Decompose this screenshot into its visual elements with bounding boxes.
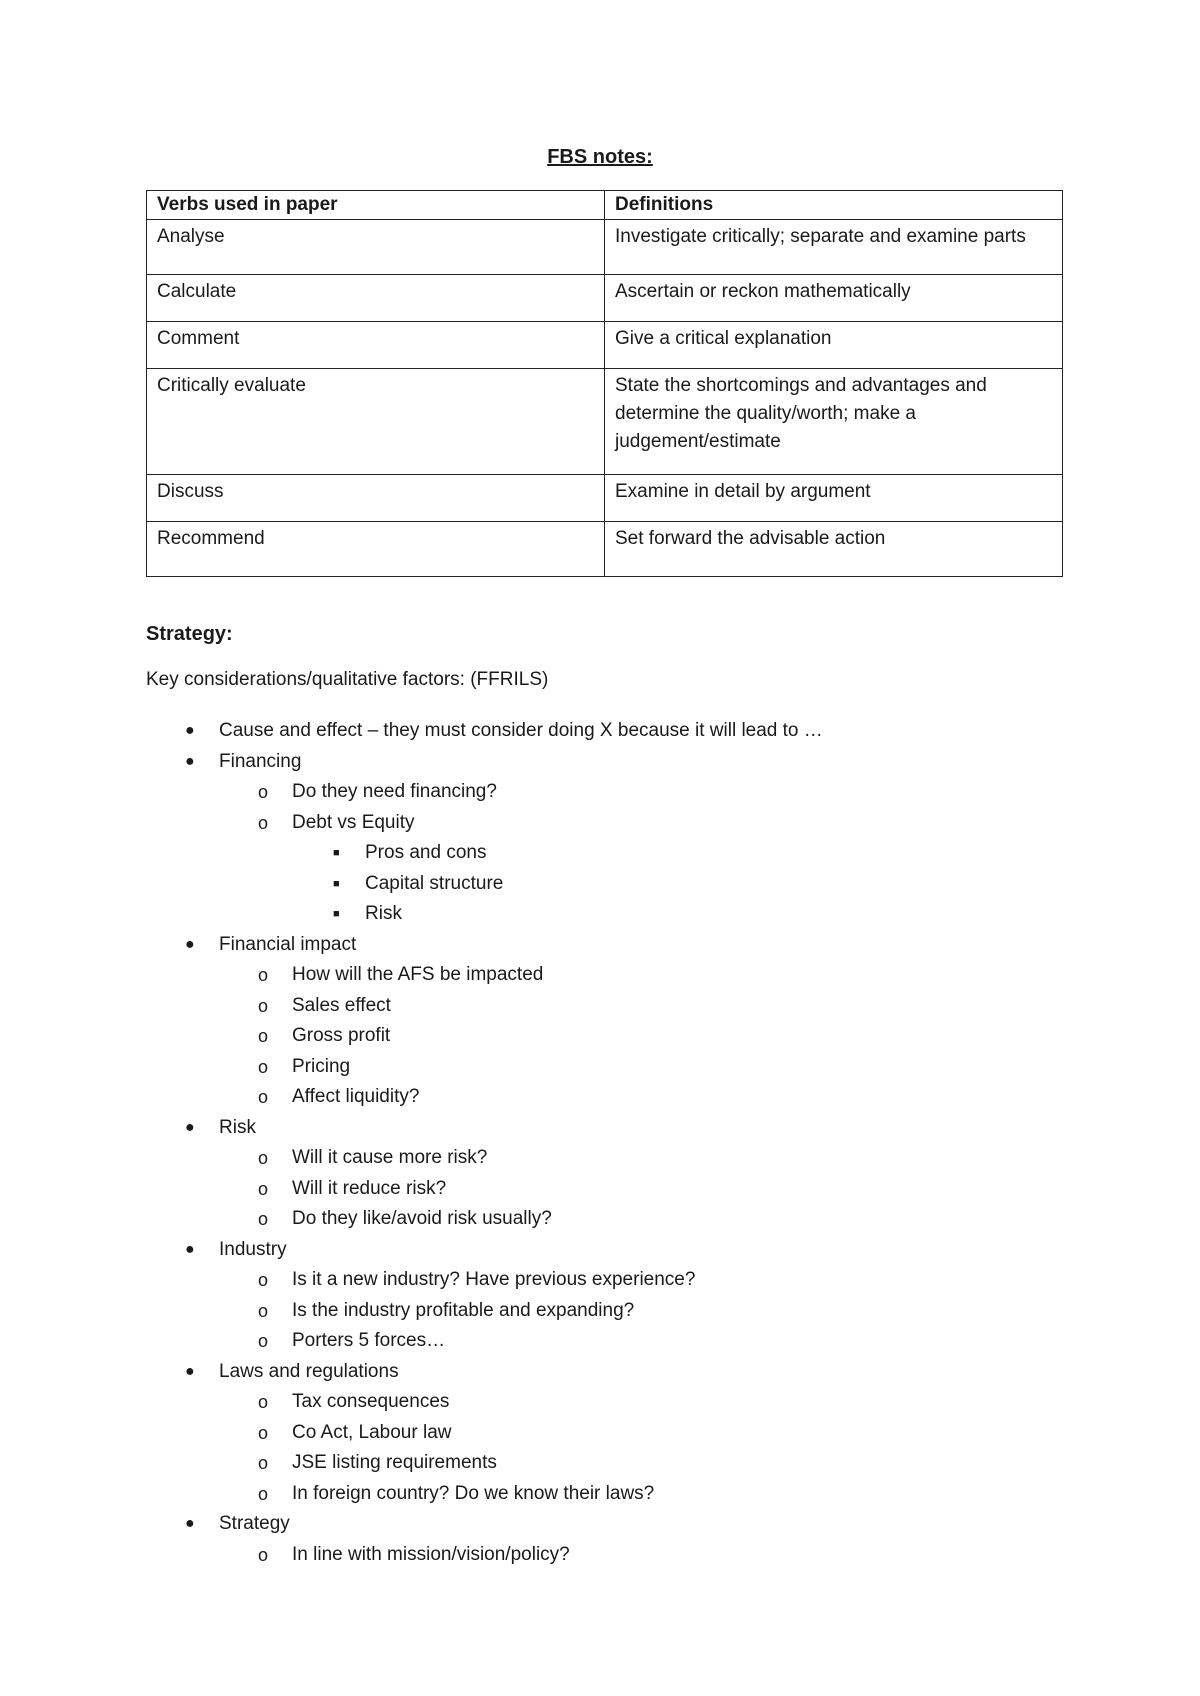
list-item [0,1082,1200,1113]
list-item-text: Financial impact [219,933,357,955]
list-item-text: Do they need financing? [292,781,497,802]
bullet-marker-icon: o [258,1056,269,1077]
list-item-text: Laws and regulations [219,1360,399,1382]
bullet-marker-icon: o [258,1270,269,1290]
bullet-marker-icon: ■ [333,877,340,890]
list-item-text: Sales effect [292,994,391,1016]
list-item [0,1174,1200,1205]
list-item [0,1509,1200,1540]
bullet-marker-icon: o [258,1422,269,1443]
bullet-marker-icon: o [258,1453,269,1473]
list-item-text: Gross profit [292,1025,391,1046]
bullet-marker-icon: ● [185,1515,195,1532]
bullet-marker-icon: ● [185,935,195,953]
list-item-text: How will the AFS be impacted [292,964,544,985]
list-item [0,1052,1200,1083]
bullet-marker-icon: o [258,1087,269,1107]
list-item [0,1265,1200,1296]
table-header-row [147,191,1063,220]
list-item [0,1143,1200,1174]
bullet-marker-icon: ■ [333,847,340,859]
bullet-marker-icon: o [258,1300,269,1321]
list-item [0,1021,1200,1052]
list-item [0,1357,1200,1388]
bullet-marker-icon: o [258,1331,269,1351]
list-item-text: Will it cause more risk? [292,1147,488,1168]
list-item-text: Strategy [219,1513,290,1534]
bullet-marker-icon: o [258,995,269,1016]
table-row [147,322,1063,369]
list-item-text: Will it reduce risk? [292,1177,447,1199]
list-item [0,930,1200,961]
list-item-text: Cause and effect – they must consider doing X because it will lead to … [219,720,823,741]
list-item-text: Affect liquidity? [292,1086,420,1107]
list-item [0,747,1200,778]
list-item [0,1479,1200,1510]
verb-cell: Recommend [147,522,605,577]
header-verbs: Verbs used in paper [147,191,605,220]
definition-cell: Set forward the advisable action [605,522,1063,577]
list-item-text: Do they like/avoid risk usually? [292,1208,552,1229]
list-item-text: Tax consequences [292,1391,450,1412]
bullet-marker-icon: ● [185,1240,195,1258]
list-item [0,1235,1200,1266]
list-item-text: Pros and cons [365,842,487,863]
table-row [147,220,1063,275]
list-item [0,777,1200,808]
table-row [147,275,1063,322]
list-item-text: Industry [219,1238,287,1260]
list-item-text: Risk [365,903,402,924]
list-item-text: Is the industry profitable and expanding? [292,1299,635,1321]
definition-cell: Give a critical explanation [605,322,1063,369]
verb-cell: Critically evaluate [147,369,605,475]
bullet-marker-icon: o [258,1392,269,1412]
bullet-marker-icon: o [258,1026,269,1046]
bullet-marker-icon: ● [185,1118,195,1136]
definition-cell: Ascertain or reckon mathematically [605,275,1063,322]
list-item [0,1448,1200,1479]
list-item [0,1387,1200,1418]
table-row [147,522,1063,577]
bullet-marker-icon: o [258,1209,269,1229]
list-item-text: In foreign country? Do we know their laws? [292,1482,655,1504]
key-considerations-label: Key considerations/qualitative factors: (FFRILS) [146,669,549,690]
bullet-marker-icon: o [258,812,269,833]
bullet-marker-icon: o [258,782,269,802]
list-item-text: Is it a new industry? Have previous experience? [292,1269,696,1290]
verb-cell: Calculate [147,275,605,322]
bullet-marker-icon: o [258,965,269,985]
list-item [0,716,1200,747]
list-item [0,838,1200,869]
bullet-marker-icon: o [258,1148,269,1168]
verbs-definitions-table [146,190,1063,577]
list-item [0,991,1200,1022]
list-item [0,1113,1200,1144]
list-item-text: Co Act, Labour law [292,1421,452,1443]
verb-cell: Comment [147,322,605,369]
bullet-marker-icon: ● [185,722,195,739]
bullet-marker-icon: ■ [333,908,340,920]
verb-cell: Analyse [147,220,605,275]
list-item [0,960,1200,991]
list-item-text: Capital structure [365,872,504,894]
list-item-text: Financing [219,750,302,772]
list-item [0,1296,1200,1327]
list-item [0,808,1200,839]
list-item [0,899,1200,930]
considerations-list [0,716,1200,1570]
bullet-marker-icon: o [258,1483,269,1504]
bullet-marker-icon: ● [185,752,195,770]
definition-cell: Investigate critically; separate and examine parts [605,220,1063,275]
list-item-text: Debt vs Equity [292,811,415,833]
definition-cell: Examine in detail by argument [605,475,1063,522]
list-item [0,1204,1200,1235]
list-item [0,1540,1200,1571]
verb-cell: Discuss [147,475,605,522]
list-item [0,1326,1200,1357]
list-item [0,869,1200,900]
bullet-marker-icon: o [258,1544,269,1565]
list-item-text: In line with mission/vision/policy? [292,1543,570,1565]
bullet-marker-icon: o [258,1178,269,1199]
table-row [147,475,1063,522]
list-item-text: Porters 5 forces… [292,1330,446,1351]
list-item-text: Pricing [292,1055,351,1077]
page-title: FBS notes: [547,146,653,168]
header-definitions: Definitions [605,191,1063,220]
table-row [147,369,1063,475]
bullet-marker-icon: ● [185,1362,195,1380]
list-item-text: JSE listing requirements [292,1452,497,1473]
list-item [0,1418,1200,1449]
strategy-heading: Strategy: [146,623,233,645]
definition-cell: State the shortcomings and advantages and determine the quality/worth; make a judgement/estimate [605,369,1063,475]
list-item-text: Risk [219,1116,256,1138]
